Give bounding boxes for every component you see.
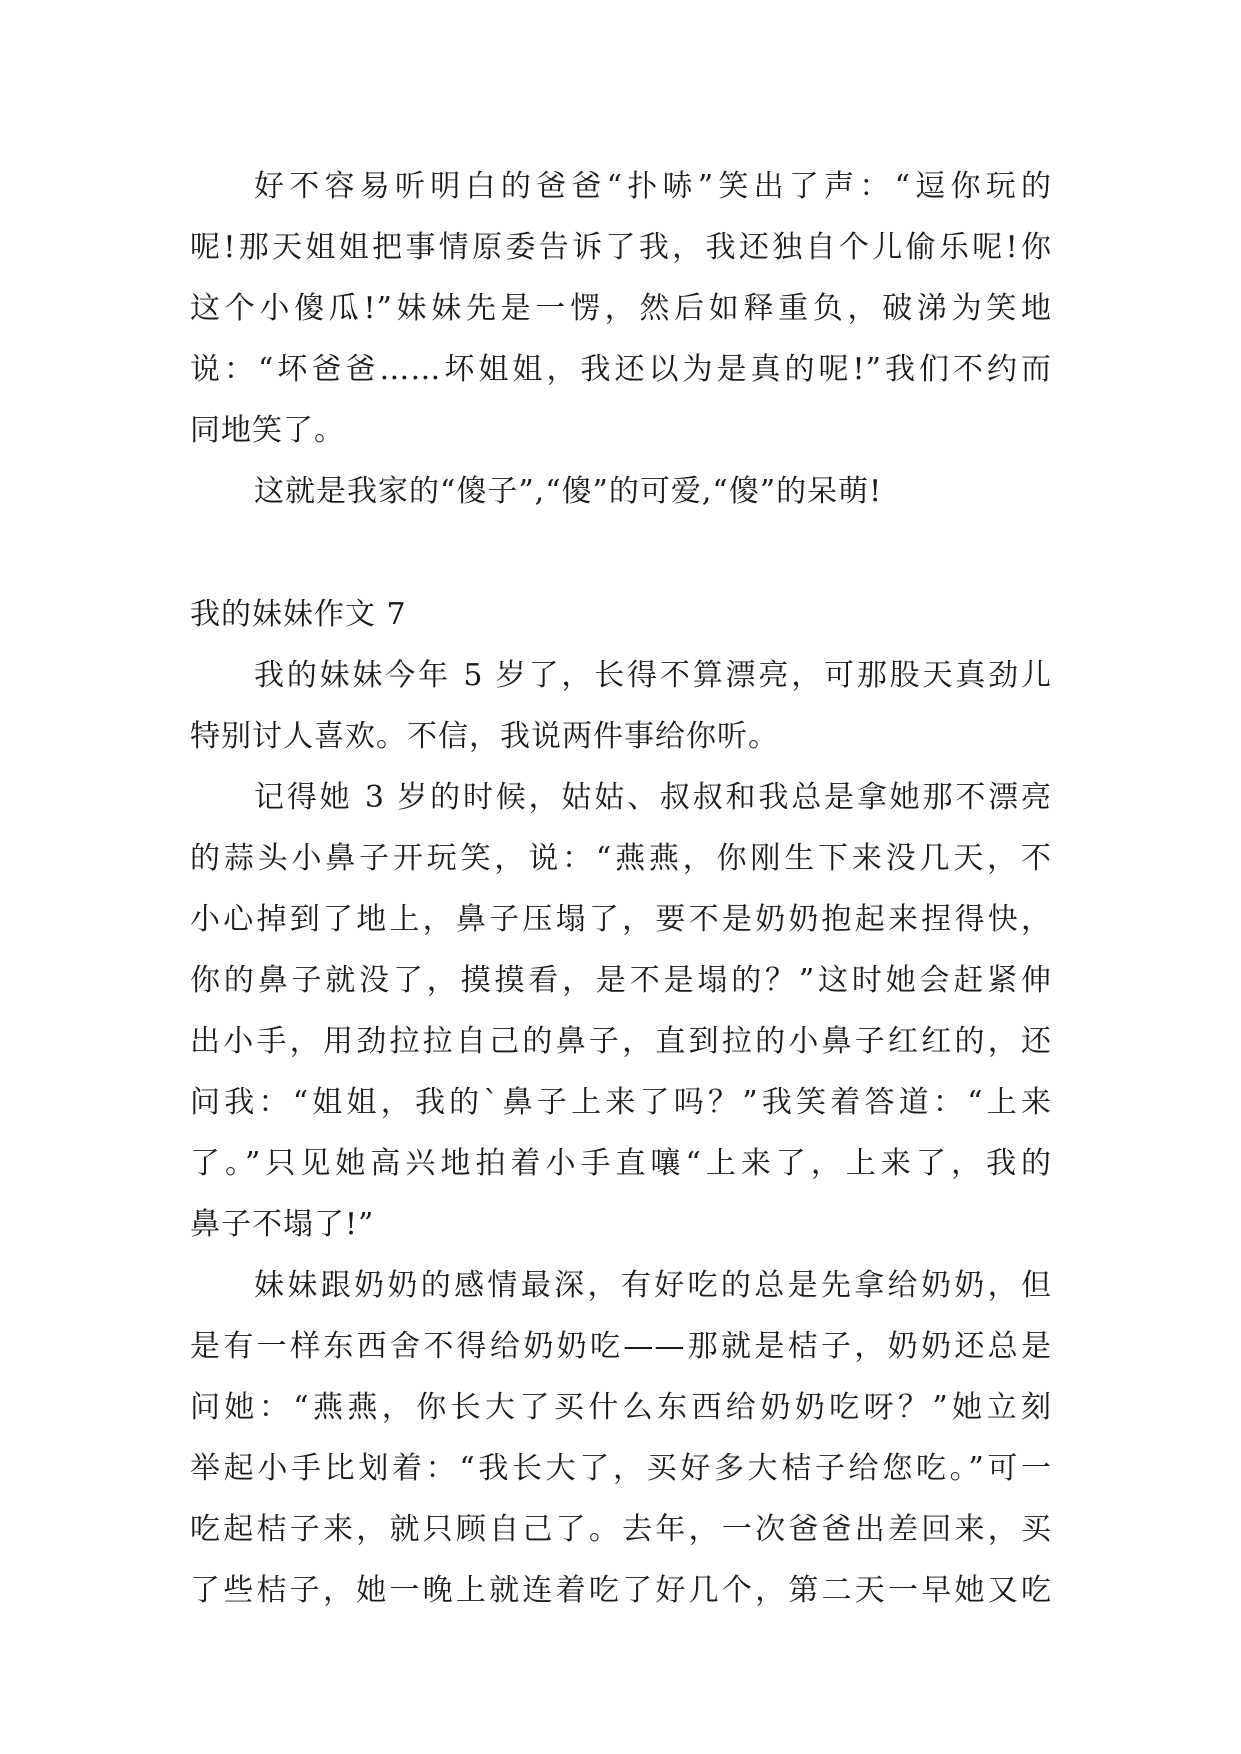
text-line: 这就是我家的“傻子”,“傻”的可爱,“傻”的呆萌!	[254, 474, 883, 509]
text-line: 出小手，用劲拉拉自己的鼻子，直到拉的小鼻子红红的，还	[190, 1024, 1052, 1059]
text-line: 小心掉到了地上，鼻子压塌了，要不是奶奶抱起来捏得快，	[190, 902, 1052, 937]
text-line: 举起小手比划着：“我长大了，买好多大桔子给您吃。”可一	[190, 1451, 1052, 1486]
text-line: 问她：“燕燕，你长大了买什么东西给奶奶吃呀？”她立刻	[190, 1390, 1052, 1425]
text-line: 这个小傻瓜!”妹妹先是一愣，然后如释重负，破涕为笑地	[190, 291, 1052, 326]
paragraph	[190, 767, 1052, 1255]
text-line: 吃起桔子来，就只顾自己了。去年，一次爸爸出差回来，买	[190, 1512, 1052, 1547]
text-line: 问我：“姐姐，我的`鼻子上来了吗？”我笑着答道：“上来	[190, 1085, 1052, 1120]
text-line: 了些桔子，她一晚上就连着吃了好几个，第二天一早她又吃	[190, 1573, 1052, 1608]
text-line: 同地笑了。	[190, 413, 345, 448]
paragraph	[190, 156, 1052, 461]
text-line: 是有一样东西舍不得给奶奶吃——那就是桔子，奶奶还总是	[190, 1329, 1052, 1364]
text-line: 呢!那天姐姐把事情原委告诉了我，我还独自个儿偷乐呢!你	[190, 230, 1052, 265]
text-column	[190, 156, 1052, 1621]
text-line: 你的鼻子就没了，摸摸看，是不是塌的？”这时她会赶紧伸	[190, 963, 1052, 998]
section-heading: 我的妹妹作文 7	[190, 597, 407, 632]
text-line: 说：“坏爸爸……坏姐姐，我还以为是真的呢!”我们不约而	[190, 352, 1052, 387]
text-line: 特别讨人喜欢。不信，我说两件事给你听。	[190, 719, 779, 754]
text-line: 的蒜头小鼻子开玩笑，说：“燕燕，你刚生下来没几天，不	[190, 841, 1052, 876]
text-line: 妹妹跟奶奶的感情最深，有好吃的总是先拿给奶奶，但	[254, 1268, 1052, 1303]
paragraph	[190, 645, 1052, 767]
paragraph	[190, 461, 1052, 522]
text-line: 好不容易听明白的爸爸“扑哧”笑出了声：“逗你玩的	[254, 169, 1052, 204]
paragraph	[190, 1255, 1052, 1621]
text-line: 记得她 3 岁的时候，姑姑、叔叔和我总是拿她那不漂亮	[254, 780, 1052, 815]
text-line: 了。”只见她高兴地拍着小手直嚷“上来了，上来了，我的	[190, 1146, 1052, 1181]
text-line: 我的妹妹今年 5 岁了，长得不算漂亮，可那股天真劲儿	[254, 658, 1052, 693]
text-line: 鼻子不塌了!”	[190, 1207, 375, 1242]
